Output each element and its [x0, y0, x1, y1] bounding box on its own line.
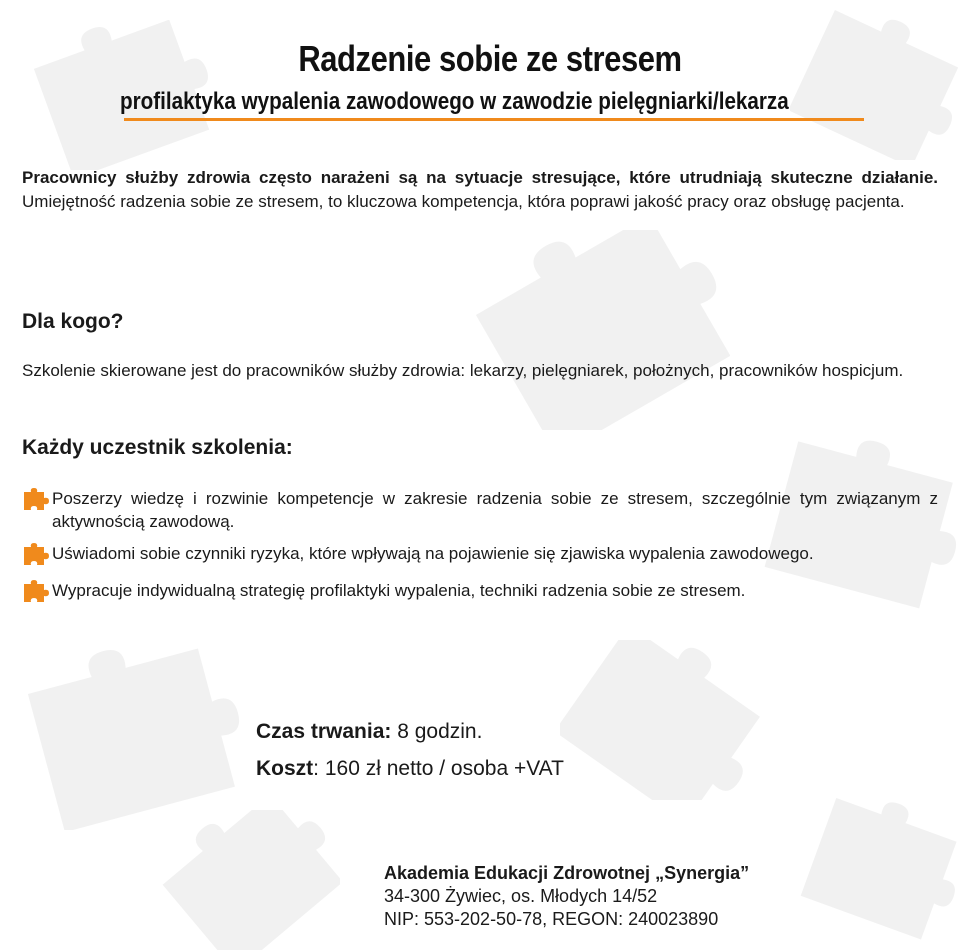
- organization-ids: NIP: 553-202-50-78, REGON: 240023890: [384, 909, 719, 929]
- intro-rest-text: Umiejętność radzenia sobie ze stresem, to kluczowa kompetencja, która poprawi jakość pracy oraz obsługę pacjenta.: [22, 192, 905, 211]
- duration-line: [256, 720, 482, 744]
- puzzle-watermark-icon: [800, 790, 960, 940]
- puzzle-watermark-icon: [20, 640, 240, 830]
- page-subtitle: profilaktyka wypalenia zawodowego w zawodzie pielęgniarki/lekarza: [120, 88, 789, 115]
- subtitle-underline: [124, 118, 864, 121]
- page-title: Radzenie sobie ze stresem: [298, 38, 682, 79]
- audience-heading: Dla kogo?: [22, 310, 124, 333]
- organization-address: 34-300 Żywiec, os. Młodych 14/52: [384, 886, 658, 906]
- puzzle-watermark-icon: [560, 640, 760, 800]
- list-item: [22, 579, 938, 602]
- outcomes-heading: Każdy uczestnik szkolenia:: [22, 436, 293, 459]
- puzzle-watermark-icon: [790, 10, 960, 160]
- duration-value: 8 godzin.: [391, 720, 483, 743]
- puzzle-piece-icon: [22, 487, 52, 513]
- outcomes-list: [22, 487, 938, 602]
- organization-footer: [384, 862, 749, 931]
- organization-name: Akademia Edukacji Zdrowotnej „Synergia”: [384, 863, 750, 883]
- duration-label: Czas trwania:: [256, 720, 392, 743]
- puzzle-watermark-icon: [470, 230, 730, 430]
- puzzle-watermark-icon: [160, 810, 340, 950]
- cost-label: Koszt: [256, 757, 314, 780]
- intro-paragraph: [22, 166, 938, 214]
- cost-line: [256, 757, 564, 781]
- list-item-text: Uświadomi sobie czynniki ryzyka, które wpływają na pojawienie się zjawiska wypalenia zawodowego.: [52, 544, 814, 563]
- list-item-text: Wypracuje indywidualną strategię profilaktyki wypalenia, techniki radzenia sobie ze stresem.: [52, 581, 746, 600]
- intro-lead-text: Pracownicy służby zdrowia często narażeni są na sytuacje stresujące, które utrudniają skuteczne działanie.: [22, 168, 938, 187]
- puzzle-piece-icon: [22, 542, 52, 568]
- list-item: [22, 487, 938, 533]
- puzzle-piece-icon: [22, 579, 52, 605]
- list-item: [22, 542, 938, 565]
- cost-value: : 160 zł netto / osoba +VAT: [313, 757, 564, 780]
- list-item-text: Poszerzy wiedzę i rozwinie kompetencje w zakresie radzenia sobie ze stresem, szczególnie tym związanym z aktywnością zawodową.: [52, 489, 938, 531]
- audience-text: Szkolenie skierowane jest do pracowników służby zdrowia: lekarzy, pielęgniarek, położnych, pracowników hospicjum.: [22, 361, 904, 380]
